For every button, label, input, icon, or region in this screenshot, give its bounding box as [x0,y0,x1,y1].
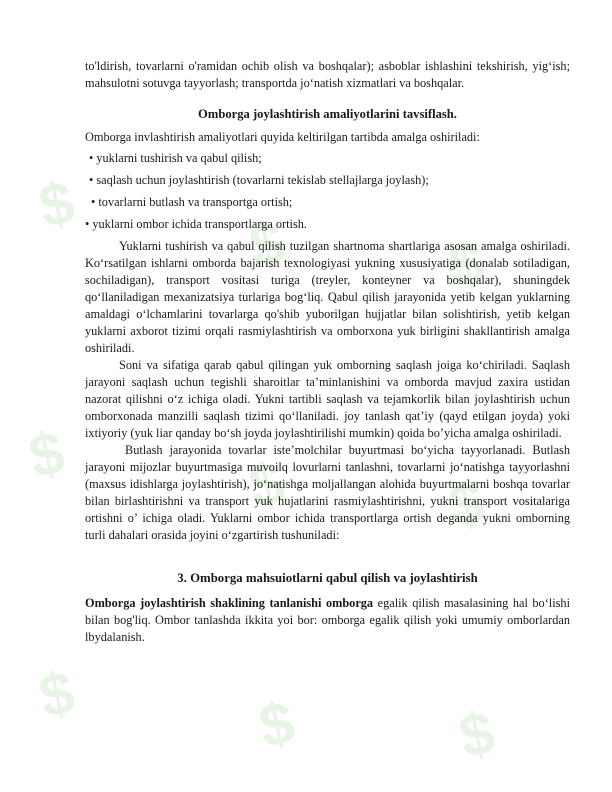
body-paragraph: Yuklarni tushirish va qabul qilish tuzilgan shartnoma shartlariga asosan amalga oshiriladi. Ko‘rsatilgan ishlarni omborda bajarish texnologiyasi yukning xususiyatiga (donalab sotiladigan, sochiladigan), transport vositasi turiga (treyler, konteyner va boshqalar), shuningdek qo‘llaniladigan mexanizatsiya turlariga bog‘liq. Qabul qilish jarayonida yetib kelgan yuklarning amaldagi o‘lchamlarini tovarlarga qo'shib yuborilgan hujjatlar bilan solishtirish, yetib kelgan yuklarni axborot tizimi orqali rasmiylashtirish va omborxona yuk birligini shakllantirish amalga oshiriladi. [85,239,570,355]
watermark-logo: $ [443,228,490,301]
watermark-logo: $ [253,688,300,761]
watermark-logo: $ [443,468,490,541]
watermark-logo: $ [33,658,80,731]
bullet-item: • yuklarni ombor ichida transportlarga ortish. [85,217,307,231]
bullet-item: • tovarlarni butlash va transportga ortish; [91,195,293,209]
bullet-item: • saqlash uchun joylashtirish (tovarlarni tekislab stellajlarga joylash); [89,173,429,187]
body-paragraph: Butlash jarayonida tovarlar iste’molchilar buyurtmasi bo‘yicha tayyorlanadi. Butlash jarayoni mijozlar buyurtmasiga muvoilq lovurlarni tanlashni, tovarlarni jo‘natishga tayyorlashni (maxsus idishlarga joylashtirish), jo‘natishga moljallangan alohida buyurtmalarni boshqa tovarlar bilan birlashtirishni va transport yuk hujatlarini rasmiylashtirishni, yukni transport vositalariga ortishni o’ ichiga oladi. Yuklarni ombor ichida transportlarga ortish deganda yukni omborning turli dahalari orasida joyini o‘zgartirish tushuniladi: [85,443,570,542]
last-paragraph-rest: egalik qilish masalasining hal bo‘lishi bilan bog'liq. Ombor tanlashda ikkita yoi bor: omborga egalik qilish yoki umumiy omborlardan lbydalanish. [85,596,570,644]
watermark-logo: $ [453,698,500,771]
top-paragraph: to'ldirish, tovarlarni o'ramidan ochib olish va boshqalar); asboblar ishlashini tekshirish, yig‘ish; mahsulotni sotuvga tayyorlash; transportda jo‘natish xizmatlari va boshqalar. [85,59,570,90]
intro-paragraph: Omborga invlashtirish amaliyotlari quyida keltirilgan tartibda amalga oshiriladi: [85,130,480,144]
document-body [85,58,570,646]
last-paragraph [85,595,570,646]
watermark-logo: $ [243,208,290,281]
bullet-item: • yuklarni tushirish va qabul qilish; [89,151,262,165]
body-paragraph: Soni va sifatiga qarab qabul qilingan yuk omborning saqlash joiga ko‘chiriladi. Saqlash jarayoni saqlash uchun tegishli sharoitlar ta’minlanishini va omborda mavjud zaxira ustidan nazorat qilishni o‘z ichiga oladi. Yukni tartibli saqlash va tejamkorlik bilan joylashtirish uchun omborxonada manzilli saqlash tizimi qo‘llaniladi. joy tanlash qat’iy (qayd etilgan joyda) yoki ixtiyoriy (yuk liar qanday bo‘sh joyda joylashtirilishi mumkin) qoida bo’yicha amalga oshiriladi. [85,358,570,440]
watermark-logo: $ [23,418,70,491]
last-paragraph-bold: Omborga joylashtirish shaklining tanlanishi omborga [85,596,374,610]
watermark-logo: $ [33,168,80,241]
section-heading: Omborga joylashtirish amaliyotlarini tavsiflash. [198,107,457,121]
section-title: 3. Omborga mahsuiotlarni qabul qilish va joylashtirish [177,571,478,585]
watermark-logo: $ [243,448,290,521]
